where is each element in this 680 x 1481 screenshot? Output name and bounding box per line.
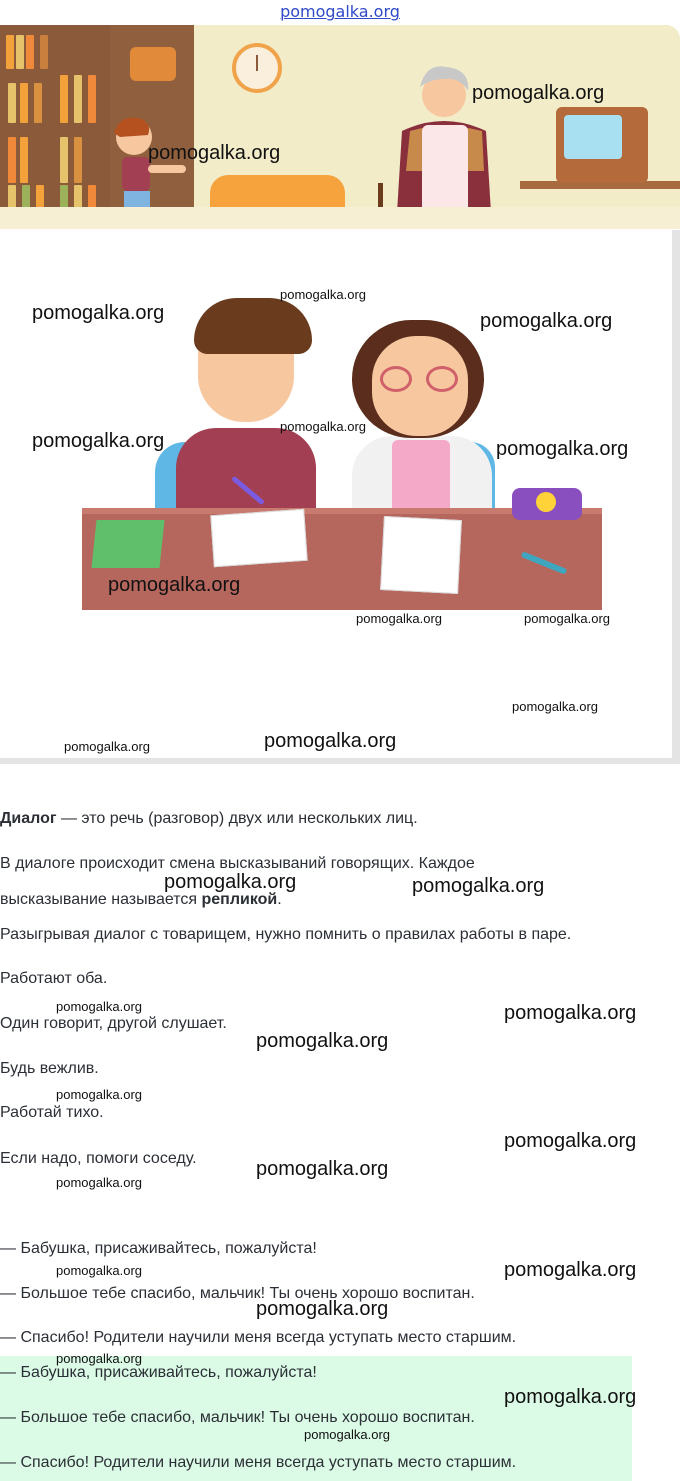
watermark: pomogalka.org bbox=[56, 1087, 142, 1102]
watermark: pomogalka.org bbox=[280, 287, 366, 302]
watermark: pomogalka.org bbox=[32, 430, 165, 452]
watermark: pomogalka.org bbox=[504, 1130, 637, 1152]
rule-item: Будь вежлив. bbox=[0, 1060, 99, 1077]
tv-icon bbox=[556, 107, 648, 183]
term-replica: репликой bbox=[201, 891, 278, 908]
watermark: pomogalka.org bbox=[56, 999, 142, 1014]
rule-item: Работай тихо. bbox=[0, 1104, 104, 1121]
boy-hair bbox=[194, 298, 312, 354]
dialogue-line-highlighted: — Большое тебе спасибо, мальчик! Ты очень хорошо воспитан. bbox=[0, 1409, 475, 1426]
watermark: pomogalka.org bbox=[504, 1386, 637, 1408]
watermark: pomogalka.org bbox=[164, 871, 297, 893]
watermark: pomogalka.org bbox=[356, 611, 442, 626]
dialogue-line: — Бабушка, присаживайтесь, пожалуйста! bbox=[0, 1240, 317, 1257]
notebook-icon bbox=[91, 520, 164, 568]
watermark: pomogalka.org bbox=[512, 699, 598, 714]
dialogue-line-highlighted: — Бабушка, присаживайтесь, пожалуйста! bbox=[0, 1364, 317, 1381]
watermark: pomogalka.org bbox=[480, 310, 613, 332]
definition-term: Диалог bbox=[0, 810, 57, 827]
watermark: pomogalka.org bbox=[256, 1030, 389, 1052]
watermark: pomogalka.org bbox=[472, 82, 605, 104]
paragraph-line: Разыгрывая диалог с товарищем, нужно помнить о правилах работы в паре. bbox=[0, 926, 572, 943]
watermark: pomogalka.org bbox=[148, 142, 281, 164]
paper-sheet bbox=[380, 516, 462, 594]
watermark: pomogalka.org bbox=[64, 739, 150, 754]
clock-icon bbox=[232, 43, 282, 93]
watermark: pomogalka.org bbox=[108, 574, 241, 596]
dialogue-line: — Большое тебе спасибо, мальчик! Ты очень хорошо воспитан. bbox=[0, 1285, 475, 1302]
watermark: pomogalka.org bbox=[256, 1158, 389, 1180]
bookshelf bbox=[0, 25, 110, 229]
rule-item: Если надо, помоги соседу. bbox=[0, 1150, 197, 1167]
girl-apron bbox=[392, 440, 450, 512]
watermark: pomogalka.org bbox=[504, 1002, 637, 1024]
watermark: pomogalka.org bbox=[56, 1263, 142, 1278]
paragraph-text: высказывание называется bbox=[0, 891, 202, 908]
watermark: pomogalka.org bbox=[256, 1298, 389, 1320]
glasses-icon bbox=[380, 366, 460, 392]
rule-item: Один говорит, другой слушает. bbox=[0, 1015, 227, 1032]
watermark: pomogalka.org bbox=[56, 1175, 142, 1190]
definition-text: — это речь (разговор) двух или нескольких лиц. bbox=[56, 810, 418, 827]
watermark: pomogalka.org bbox=[280, 419, 366, 434]
paragraph-line: В диалоге происходит смена высказываний говорящих. Каждое bbox=[0, 855, 475, 872]
paper-sheet bbox=[210, 509, 307, 567]
kids-illustration bbox=[0, 230, 680, 764]
rule-item: Работают оба. bbox=[0, 970, 108, 987]
watermark: pomogalka.org bbox=[304, 1427, 390, 1442]
definition-paragraph bbox=[0, 810, 418, 828]
dialogue-line: — Спасибо! Родители научили меня всегда уступать место старшим. bbox=[0, 1329, 517, 1346]
watermark: pomogalka.org bbox=[264, 730, 397, 752]
site-title-link[interactable]: pomogalka.org bbox=[280, 2, 400, 21]
radio-icon bbox=[130, 47, 176, 81]
smiley-icon bbox=[536, 492, 556, 512]
watermark: pomogalka.org bbox=[412, 875, 545, 897]
room-illustration bbox=[0, 25, 680, 229]
watermark: pomogalka.org bbox=[56, 1351, 142, 1366]
watermark: pomogalka.org bbox=[496, 438, 629, 460]
boy-body bbox=[176, 428, 316, 518]
dialogue-line-highlighted: — Спасибо! Родители научили меня всегда уступать место старшим. bbox=[0, 1454, 517, 1471]
paragraph-text: . bbox=[277, 891, 282, 908]
watermark: pomogalka.org bbox=[32, 302, 165, 324]
watermark: pomogalka.org bbox=[504, 1259, 637, 1281]
watermark: pomogalka.org bbox=[524, 611, 610, 626]
